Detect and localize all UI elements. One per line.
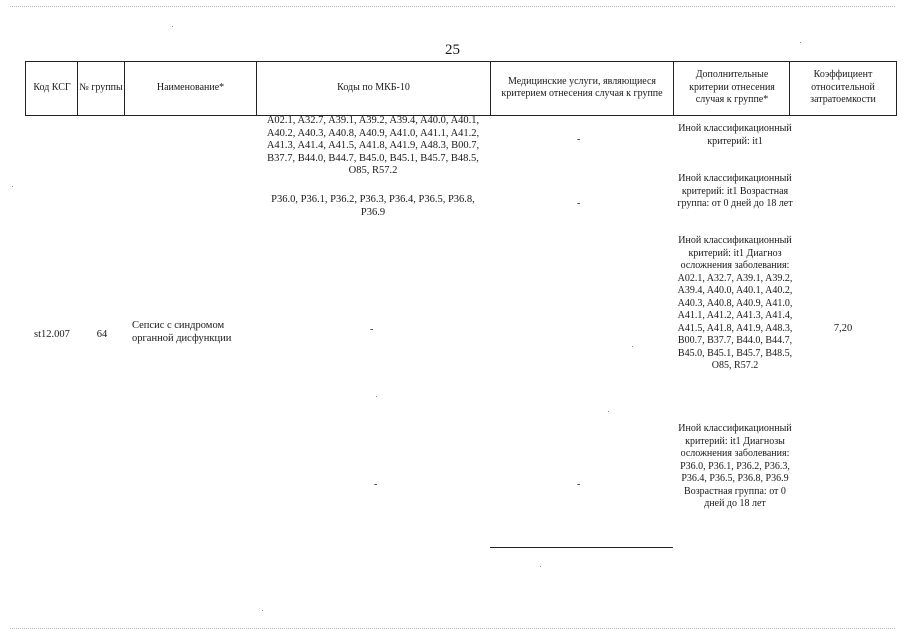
- page-number: 25: [445, 42, 460, 58]
- col-border: [490, 61, 491, 115]
- services-dash-3: -: [577, 479, 581, 490]
- scan-speck: [540, 566, 541, 567]
- cell-coefficient: 7,20: [833, 323, 853, 334]
- mkb-codes-block-2: P36.0, P36.1, P36.2, P36.3, P36.4, P36.5, P36.8, P36.9: [271, 194, 475, 218]
- mkb-dash-2: -: [374, 479, 378, 490]
- scan-speck: [262, 610, 263, 611]
- col-border: [673, 61, 674, 115]
- header-mkb-codes: Коды по МКБ-10: [337, 81, 410, 93]
- scan-speck: [608, 411, 609, 412]
- ksg-table: [25, 61, 897, 550]
- header-ksg-code: Код КСГ: [33, 81, 71, 93]
- cell-name: Сепсис с синдромом органной дисфункции: [132, 320, 232, 344]
- header-extra-criteria: Дополнительные критерии отнесения случая к группе*: [689, 69, 775, 106]
- scan-speck: [376, 396, 377, 397]
- scan-speck: [632, 346, 633, 347]
- criteria-block-1: Иной классификационный критерий: it1: [678, 123, 792, 147]
- cell-group-number: 64: [96, 329, 108, 340]
- header-medical-services: Медицинские услуги, являющиеся критерием отнесения случая к группе: [501, 75, 663, 99]
- services-dash-2: -: [577, 198, 581, 209]
- services-dash-1: -: [577, 134, 581, 145]
- criteria-block-3: Иной классификационный критерий: it1 Диагноз осложнения заболевания: A02.1, A32.7, A39.1, A39.2, A39.4, A40.0, A40.1, A40.2, A40.3, A40.8, A40.9, A41.0, A41.1, A41.2, A41.3, A41.4, A41.5, A41.8, A41.9, A48.3, B00.7, B37.7, B44.0, B44.7, B45.0, B45.1, B45.7, B48.5, O85, R57.2: [677, 235, 793, 371]
- scan-speck: [172, 26, 173, 27]
- header-name: Наименование*: [156, 81, 225, 93]
- mkb-codes-block-1: A02.1, A32.7, A39.1, A39.2, A39.4, A40.0, A40.1, A40.2, A40.3, A40.8, A40.9, A41.0, A41.1, A41.2, A41.3, A41.4, A41.5, A41.8, A41.9, A48.3, B00.7, B37.7, B44.0, B44.7, B45.0, B45.1, B45.7, B48.5, O85, R57.2: [266, 115, 480, 176]
- scan-edge-bottom: [10, 628, 895, 630]
- col-border: [25, 61, 26, 115]
- cell-ksg-code: st12.007: [34, 329, 70, 340]
- criteria-block-4: Иной классификационный критерий: it1 Диагнозы осложнения заболевания: P36.0, P36.1, P36.2, P36.3, P36.4, P36.5, P36.8, P36.9 Возрастная группа: от 0 дней до 18 лет: [678, 423, 792, 509]
- scan-edge-top: [10, 6, 895, 8]
- scan-speck: [800, 42, 801, 43]
- header-coefficient: Коэффициент относительной затратоемкости: [810, 69, 876, 106]
- services-bottom-rule: [490, 547, 673, 548]
- col-border: [896, 61, 897, 115]
- header-group-number: № группы: [79, 81, 123, 93]
- mkb-dash-1: -: [370, 324, 374, 335]
- col-border: [789, 61, 790, 115]
- scan-speck: [12, 186, 13, 187]
- criteria-block-2: Иной классификационный критерий: it1 Возрастная группа: от 0 дней до 18 лет: [677, 173, 793, 209]
